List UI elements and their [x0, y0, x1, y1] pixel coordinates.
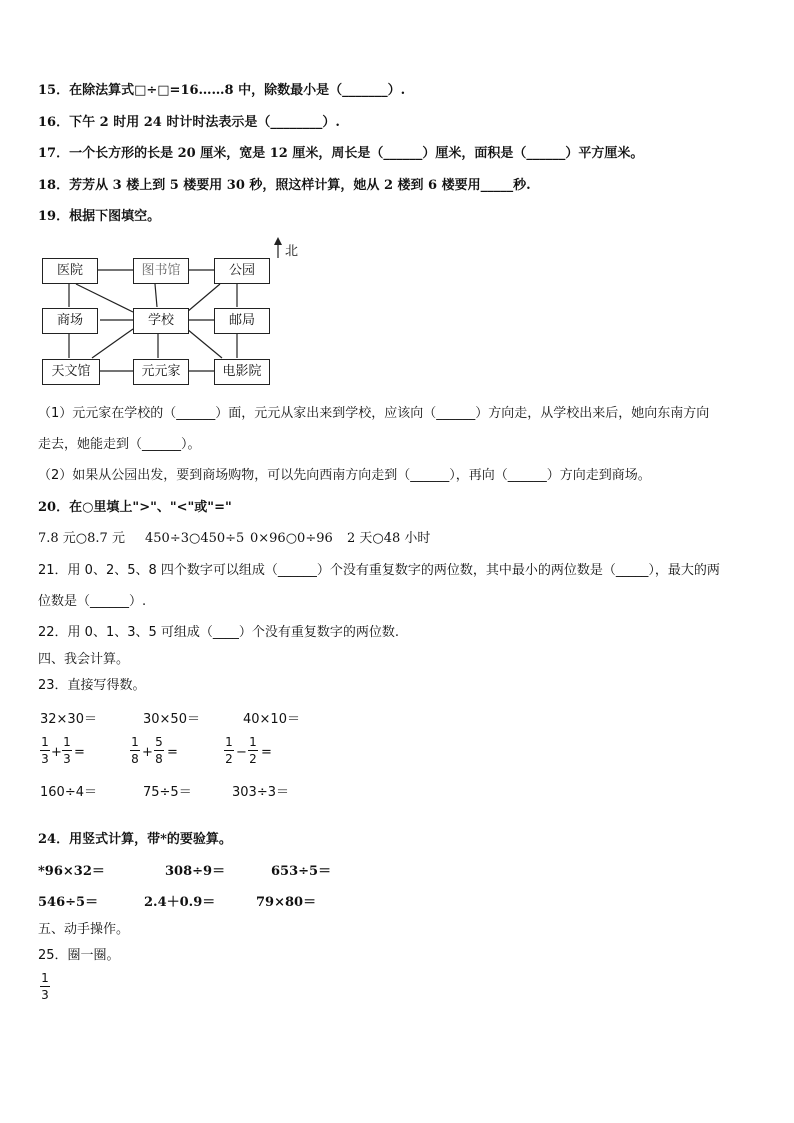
q23-frac2-op: +: [142, 745, 153, 760]
q23-frac1-b: 1 3: [63, 735, 71, 766]
map-box-post: 邮局: [214, 308, 270, 334]
question-15: 15．在除法算式□÷□=16……8 中，除数最小是（_______）.: [38, 83, 406, 98]
q25-fraction: 1 3: [41, 971, 49, 1002]
q24-calc-4: 546÷5＝: [38, 895, 99, 910]
question-18: 18．芳芳从 3 楼上到 5 楼要用 30 秒，照这样计算，她从 2 楼到 6 楼要用_____秒.: [38, 178, 531, 193]
map-box-observatory: 天文馆: [42, 359, 100, 385]
q23-frac3-eq: =: [261, 745, 272, 760]
q24-calc-2: 308÷9＝: [165, 864, 226, 879]
question-21-line-a: 21．用 0、2、5、8 四个数字可以组成（______）个没有重复数字的两位数，其中最小的两位数是（_____），最大的两: [38, 563, 720, 578]
q20-item-2: 450÷3○450÷5: [145, 531, 245, 546]
question-19-1-line-b: 走去，她能走到（______）。: [38, 437, 201, 452]
question-16: 16．下午 2 时用 24 时计时法表示是（________）.: [38, 115, 340, 130]
q23-frac2-a: 1 8: [131, 735, 139, 766]
q23-calc-3: 40×10＝: [243, 712, 300, 727]
q23-calc-7: 160÷4＝: [40, 785, 97, 800]
question-24: 24．用竖式计算，带*的要验算。: [38, 832, 232, 847]
north-label: 北: [285, 244, 299, 259]
question-19-2: （2）如果从公园出发，要到商场购物，可以先向西南方向走到（______），再向（______）方向走到商场。: [38, 468, 651, 483]
map-box-school: 学校: [133, 308, 189, 334]
question-20: 20．在○里填上">"、"<"或"=": [38, 500, 232, 515]
section-5-heading: 五、动手操作。: [38, 922, 130, 937]
q20-item-1: 7.8 元○8.7 元: [38, 531, 125, 546]
q23-frac1-op: +: [51, 745, 62, 760]
q23-frac3-op: −: [236, 745, 247, 760]
q23-frac3-a: 1 2: [225, 735, 233, 766]
question-19-1-line-a: （1）元元家在学校的（______）面，元元从家出来到学校，应该向（______）方向走，从学校出来后，她向东南方向: [38, 406, 710, 421]
q24-calc-1: *96×32＝: [38, 864, 105, 879]
map-box-park: 公园: [214, 258, 270, 284]
question-19: 19．根据下图填空。: [38, 209, 161, 224]
map-box-hospital: 医院: [42, 258, 98, 284]
question-21-line-b: 位数是（______）.: [38, 594, 147, 609]
q23-frac1-eq: =: [74, 745, 85, 760]
question-22: 22．用 0、1、3、5 可组成（____）个没有重复数字的两位数.: [38, 625, 400, 640]
q20-item-3: 0×96○0÷96: [250, 531, 333, 546]
q23-calc-2: 30×50＝: [143, 712, 200, 727]
q23-frac2-eq: =: [167, 745, 178, 760]
q23-frac2-b: 5 8: [155, 735, 163, 766]
map-box-yuanyuan-home: 元元家: [133, 359, 189, 385]
map-box-mall: 商场: [42, 308, 98, 334]
q23-frac1-a: 1 3: [41, 735, 49, 766]
q24-calc-5: 2.4＋0.9＝: [144, 895, 216, 910]
section-4-heading: 四、我会计算。: [38, 652, 130, 667]
q23-frac3-b: 1 2: [249, 735, 257, 766]
question-25: 25．圈一圈。: [38, 948, 120, 963]
question-17: 17．一个长方形的长是 20 厘米，宽是 12 厘米，周长是（______）厘米，面积是（______）平方厘米。: [38, 146, 644, 161]
q23-calc-1: 32×30＝: [40, 712, 97, 727]
question-23: 23．直接写得数。: [38, 678, 146, 693]
q23-calc-8: 75÷5＝: [143, 785, 192, 800]
q24-calc-6: 79×80＝: [256, 895, 317, 910]
q24-calc-3: 653÷5＝: [271, 864, 332, 879]
q23-calc-9: 303÷3＝: [232, 785, 289, 800]
map-box-library: 图书馆: [133, 258, 189, 284]
q20-item-4: 2 天○48 小时: [347, 531, 431, 546]
map-box-cinema: 电影院: [214, 359, 270, 385]
